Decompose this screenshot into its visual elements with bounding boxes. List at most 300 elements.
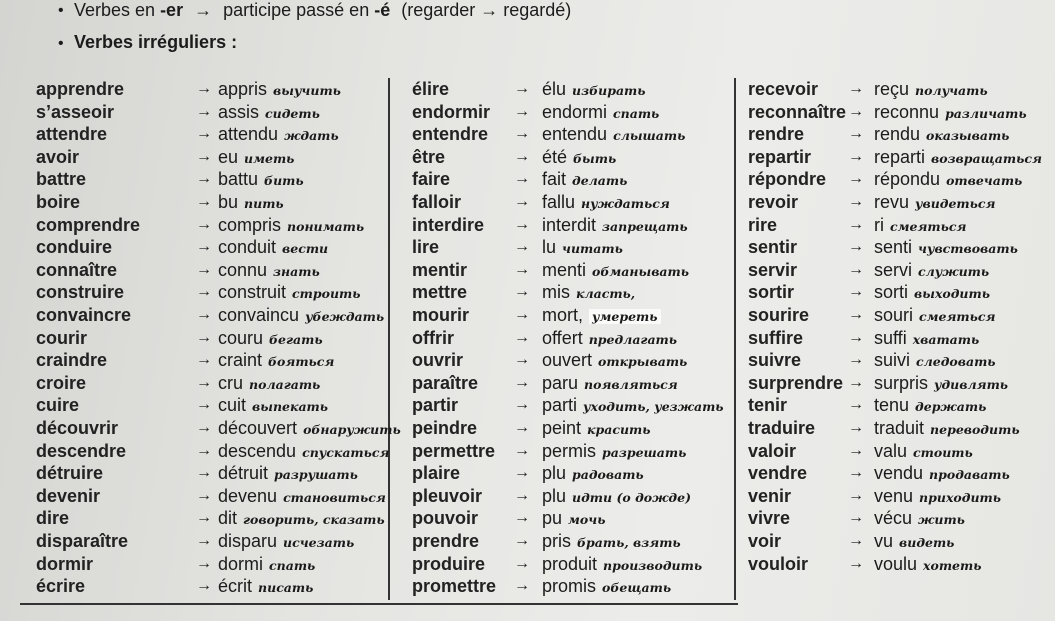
- russian-translation: отвечать: [946, 173, 1023, 189]
- past-participle: [542, 349, 687, 373]
- russian-translation: умереть: [589, 309, 660, 324]
- russian-translation: радовать: [572, 467, 644, 483]
- past-participle: [542, 214, 688, 238]
- verb-row: [36, 417, 401, 439]
- infinitive: vivre: [748, 508, 791, 529]
- russian-translation: выходить: [914, 286, 990, 302]
- infinitive: s’asseoir: [36, 101, 115, 122]
- arrow-icon: →: [514, 102, 530, 120]
- participle-text: suivi: [874, 350, 911, 371]
- russian-translation: быть: [573, 150, 617, 166]
- infinitive: ouvrir: [412, 350, 464, 371]
- arrow-icon: →: [196, 509, 212, 527]
- past-participle: [542, 440, 686, 464]
- participle-text: craint: [218, 350, 263, 371]
- participle-text: plu: [542, 485, 567, 506]
- arrow-icon: →: [194, 0, 213, 20]
- russian-translation: обнаружить: [303, 422, 401, 437]
- verb-row: [36, 507, 385, 529]
- past-participle: [874, 168, 1022, 192]
- russian-translation: вести: [282, 241, 329, 257]
- infinitive: endormir: [412, 101, 491, 122]
- verb-row: [412, 440, 732, 462]
- russian-translation: читать: [562, 241, 623, 257]
- past-participle: [542, 530, 681, 554]
- rule-suffix-e: -é: [374, 0, 391, 20]
- verb-row: [412, 214, 732, 236]
- infinitive: servir: [748, 259, 798, 280]
- infinitive: sortir: [748, 282, 795, 303]
- russian-translation: увидеться: [915, 196, 996, 211]
- verb-row: [412, 236, 732, 258]
- past-participle: [218, 507, 385, 531]
- russian-translation: оказывать: [926, 128, 1010, 144]
- past-participle: [218, 349, 334, 373]
- russian-translation: хватать: [912, 331, 980, 347]
- verb-row: [36, 440, 390, 462]
- verb-row: [748, 417, 1055, 439]
- arrow-icon: →: [848, 215, 864, 233]
- arrow-icon: →: [514, 193, 530, 210]
- infinitive: conduire: [36, 237, 113, 258]
- verb-row: [36, 304, 385, 326]
- verb-row: [36, 78, 356, 100]
- rule-text: participe passé en: [223, 0, 375, 20]
- verb-row: [412, 281, 732, 303]
- infinitive: suivre: [748, 350, 802, 371]
- russian-translation: удивлять: [934, 376, 1009, 392]
- participle-text: fait: [542, 169, 567, 190]
- infinitive: lire: [412, 237, 440, 258]
- verb-row: [748, 214, 1055, 236]
- infinitive: comprendre: [36, 214, 141, 235]
- arrow-icon: →: [196, 215, 212, 233]
- participle-text: dit: [218, 508, 238, 529]
- russian-translation: брать, взять: [577, 535, 681, 550]
- participle-text: voulu: [874, 553, 918, 574]
- bullet-icon: •: [58, 35, 64, 52]
- arrow-icon: →: [514, 306, 530, 323]
- verb-row: [36, 236, 356, 258]
- russian-translation: предлагать: [588, 331, 678, 347]
- past-participle: [218, 440, 389, 464]
- infinitive: avoir: [36, 146, 80, 167]
- participle-text: entendu: [542, 124, 608, 145]
- past-participle: [218, 327, 323, 351]
- infinitive: rire: [748, 214, 778, 235]
- arrow-icon: →: [196, 238, 212, 256]
- russian-translation: писать: [258, 580, 314, 596]
- verb-row: [748, 327, 1055, 349]
- arrow-icon: →: [514, 486, 530, 504]
- past-participle: [542, 259, 689, 283]
- participle-text: bu: [218, 192, 239, 212]
- past-participle: [218, 78, 341, 102]
- participle-text: connu: [218, 259, 268, 280]
- russian-translation: смеяться: [890, 218, 967, 234]
- infinitive: tenir: [748, 395, 788, 416]
- verb-row: [412, 259, 732, 281]
- infinitive: recevoir: [748, 79, 819, 99]
- past-participle: [874, 123, 1009, 147]
- arrow-icon: →: [196, 328, 212, 346]
- arrow-icon: →: [196, 170, 212, 188]
- participle-text: assis: [218, 101, 260, 122]
- russian-translation: иметь: [244, 150, 295, 166]
- arrow-icon: →: [514, 373, 530, 391]
- infinitive: surprendre: [748, 372, 844, 393]
- past-participle: [542, 575, 671, 599]
- infinitive: devenir: [36, 485, 101, 506]
- arrow-icon: →: [848, 283, 864, 301]
- arrow-icon: →: [514, 260, 530, 278]
- verb-row: [36, 394, 356, 416]
- participle-text: eu: [218, 146, 239, 167]
- past-participle: [542, 101, 659, 125]
- verb-row: [36, 281, 361, 303]
- arrow-icon: →: [514, 328, 530, 346]
- arrow-icon: →: [848, 419, 864, 436]
- arrow-icon: →: [848, 509, 864, 527]
- infinitive: convaincre: [36, 305, 132, 325]
- infinitive: venir: [748, 485, 792, 506]
- infinitive: élire: [412, 79, 450, 99]
- arrow-icon: →: [196, 486, 212, 504]
- russian-translation: переводить: [930, 422, 1020, 437]
- russian-translation: знать: [273, 263, 320, 279]
- verb-row: [748, 281, 1055, 303]
- arrow-icon: →: [514, 464, 530, 482]
- arrow-icon: →: [514, 554, 530, 572]
- past-participle: [218, 485, 386, 509]
- russian-translation: спать: [269, 557, 316, 573]
- verb-row: [412, 417, 732, 439]
- infinitive: cuire: [36, 395, 80, 416]
- arrow-icon: →: [848, 260, 864, 278]
- participle-text: disparu: [218, 531, 278, 551]
- arrow-icon: →: [196, 147, 212, 165]
- arrow-icon: →: [848, 238, 864, 256]
- past-participle: [542, 372, 678, 396]
- past-participle: [542, 485, 691, 509]
- participle-text: construit: [218, 282, 287, 303]
- table-bottom-rule: [20, 603, 738, 605]
- participle-text: écrit: [218, 576, 253, 597]
- russian-translation: запрещать: [602, 218, 688, 234]
- russian-translation: чувствовать: [918, 241, 1018, 257]
- arrow-icon: →: [514, 215, 530, 233]
- verb-row: [36, 327, 356, 349]
- infinitive: construire: [36, 282, 125, 303]
- past-participle: [874, 191, 995, 215]
- arrow-icon: →: [196, 125, 212, 143]
- participle-text: vu: [874, 531, 894, 551]
- russian-translation: делать: [572, 173, 628, 189]
- past-participle: [874, 372, 1008, 396]
- participle-text: tenu: [874, 395, 910, 416]
- participle-text: parti: [542, 395, 578, 416]
- infinitive: mentir: [412, 259, 468, 280]
- verb-row: [36, 372, 356, 394]
- verb-row: [412, 327, 732, 349]
- arrow-icon: →: [848, 102, 864, 120]
- participle-text: conduit: [218, 237, 277, 258]
- infinitive: rendre: [748, 124, 805, 145]
- past-participle: [218, 575, 313, 599]
- verb-row: [36, 553, 356, 575]
- infinitive: produire: [412, 553, 486, 574]
- verb-row: [748, 304, 1055, 326]
- participle-text: élu: [542, 79, 567, 99]
- infinitive: attendre: [36, 124, 108, 145]
- past-participle: [542, 327, 677, 351]
- past-participle: [542, 78, 646, 102]
- arrow-icon: →: [514, 532, 530, 549]
- verb-row: [412, 349, 732, 371]
- past-participle: [874, 146, 1042, 170]
- verb-row: [36, 123, 356, 145]
- russian-translation: обещать: [602, 580, 672, 596]
- participle-text: produit: [542, 553, 598, 574]
- participle-text: servi: [874, 259, 913, 280]
- russian-translation: видеть: [899, 535, 955, 550]
- participle-text: peint: [542, 418, 582, 438]
- verb-row: [748, 553, 1055, 575]
- past-participle: [542, 236, 623, 260]
- past-participle: [874, 101, 1027, 125]
- arrow-icon: →: [514, 80, 530, 97]
- arrow-icon: →: [848, 464, 864, 482]
- past-participle: [542, 304, 661, 328]
- verb-row: [748, 462, 1055, 484]
- participle-text: appris: [218, 79, 268, 99]
- infinitive: reconnaître: [748, 101, 847, 122]
- russian-translation: получать: [915, 83, 988, 98]
- arrow-icon: →: [196, 464, 212, 482]
- rule-prefix: Verbes en: [74, 0, 161, 20]
- verb-row: [36, 101, 356, 123]
- participle-text: interdit: [542, 214, 597, 235]
- past-participle: [874, 530, 954, 554]
- past-participle: [218, 146, 294, 170]
- russian-translation: спать: [613, 105, 660, 121]
- verb-row: [412, 485, 732, 507]
- past-participle: [542, 462, 644, 486]
- infinitive: courir: [36, 327, 88, 348]
- arrow-icon: →: [514, 577, 530, 595]
- past-participle: [874, 349, 996, 373]
- infinitive: pleuvoir: [412, 485, 483, 506]
- past-participle: [218, 530, 354, 554]
- russian-translation: открывать: [598, 354, 688, 370]
- russian-translation: строить: [292, 286, 361, 302]
- arrow-icon: →: [514, 170, 530, 188]
- verb-row: [36, 146, 356, 168]
- russian-translation: держать: [915, 399, 987, 415]
- participle-text: découvert: [218, 418, 298, 438]
- participle-text: ouvert: [542, 350, 593, 371]
- verb-row: [748, 236, 1055, 258]
- rule-example: (regarder → regardé): [401, 0, 572, 20]
- infinitive: répondre: [748, 169, 827, 190]
- past-participle: [874, 259, 989, 283]
- arrow-icon: →: [514, 351, 530, 369]
- arrow-icon: →: [196, 260, 212, 278]
- verb-row: [748, 191, 1055, 213]
- past-participle: [874, 304, 995, 328]
- arrow-icon: →: [196, 283, 212, 301]
- participle-text: valu: [874, 440, 908, 461]
- russian-translation: выучить: [273, 83, 341, 98]
- infinitive: battre: [36, 169, 87, 190]
- infinitive: pouvoir: [412, 508, 478, 529]
- past-participle: [542, 123, 685, 147]
- participle-text: plu: [542, 463, 567, 484]
- russian-translation: слышать: [613, 128, 686, 144]
- verb-row: [412, 394, 732, 416]
- infinitive: mourir: [412, 305, 470, 325]
- participle-text: sorti: [874, 282, 909, 303]
- infinitive: connaître: [36, 259, 118, 280]
- participle-text: venu: [874, 485, 914, 506]
- participle-text: devenu: [218, 485, 278, 506]
- russian-translation: класть,: [576, 286, 636, 302]
- verb-row: [412, 146, 732, 168]
- participle-text: détruit: [218, 463, 269, 484]
- verb-row: [412, 530, 732, 552]
- infinitive: plaire: [412, 463, 461, 484]
- participle-text: vendu: [874, 463, 924, 484]
- arrow-icon: →: [196, 351, 212, 369]
- verb-row: [412, 575, 732, 597]
- past-participle: [218, 259, 320, 283]
- past-participle: [874, 78, 988, 102]
- verb-row: [412, 462, 732, 484]
- verb-row: [412, 553, 732, 575]
- arrow-icon: →: [848, 125, 864, 143]
- infinitive: interdire: [412, 214, 485, 235]
- russian-translation: исчезать: [283, 535, 355, 550]
- infinitive: revoir: [748, 192, 799, 212]
- past-participle: [874, 236, 1018, 260]
- verb-row: [36, 259, 356, 281]
- russian-translation: разрешать: [602, 444, 687, 460]
- russian-translation: возвращаться: [931, 150, 1042, 166]
- infinitive: permettre: [412, 440, 496, 461]
- infinitive: partir: [412, 395, 459, 416]
- infinitive: boire: [36, 192, 81, 212]
- participle-text: dormi: [218, 553, 264, 574]
- participle-text: lu: [542, 237, 557, 258]
- verb-row: [412, 191, 732, 213]
- infinitive: suffire: [748, 327, 804, 348]
- arrow-icon: →: [196, 306, 212, 323]
- arrow-icon: →: [848, 328, 864, 346]
- arrow-icon: →: [514, 396, 530, 414]
- past-participle: [542, 168, 627, 192]
- past-participle: [874, 485, 1001, 509]
- arrow-icon: →: [514, 125, 530, 143]
- verb-row: [748, 349, 1055, 371]
- verb-row: [748, 123, 1055, 145]
- verb-row: [748, 101, 1055, 123]
- arrow-icon: →: [848, 554, 864, 572]
- russian-translation: красить: [587, 422, 651, 437]
- participle-text: souri: [874, 305, 914, 325]
- past-participle: [874, 214, 966, 238]
- russian-translation: полагать: [249, 376, 321, 392]
- infinitive: prendre: [412, 531, 480, 551]
- verb-row: [412, 304, 732, 326]
- arrow-icon: →: [848, 80, 864, 97]
- russian-translation: служить: [918, 263, 990, 279]
- participle-text: permis: [542, 440, 597, 461]
- arrow-icon: →: [848, 486, 864, 504]
- russian-translation: обманывать: [592, 263, 689, 279]
- past-participle: [542, 281, 635, 305]
- past-participle: [874, 440, 973, 464]
- verb-row: [36, 191, 356, 213]
- participle-text: endormi: [542, 101, 608, 122]
- infinitive: offrir: [412, 327, 454, 348]
- verb-row: [748, 372, 1055, 394]
- arrow-icon: →: [848, 306, 864, 323]
- participle-text: fallu: [542, 192, 576, 212]
- participle-text: paru: [542, 372, 579, 393]
- infinitive: sourire: [748, 305, 810, 325]
- russian-translation: различать: [945, 105, 1027, 121]
- participle-text: attendu: [218, 124, 279, 145]
- infinitive: apprendre: [36, 79, 125, 99]
- infinitive: paraître: [412, 372, 479, 393]
- verb-row: [36, 575, 356, 597]
- participle-text: traduit: [874, 418, 925, 438]
- russian-translation: убеждать: [305, 309, 385, 324]
- arrow-icon: →: [848, 147, 864, 165]
- arrow-icon: →: [196, 577, 212, 595]
- infinitive: découvrir: [36, 418, 119, 438]
- participle-text: convaincu: [218, 305, 300, 325]
- verb-row: [748, 530, 1055, 552]
- past-participle: [218, 101, 320, 125]
- participle-text: senti: [874, 237, 913, 258]
- verb-row: [36, 168, 356, 190]
- past-participle: [218, 168, 304, 192]
- arrow-icon: →: [848, 373, 864, 391]
- russian-translation: бегать: [269, 331, 323, 347]
- past-participle: [874, 553, 981, 577]
- arrow-icon: →: [848, 170, 864, 188]
- arrow-icon: →: [848, 441, 864, 459]
- participle-text: compris: [218, 214, 282, 235]
- infinitive: peindre: [412, 418, 478, 438]
- infinitive: entendre: [412, 124, 489, 145]
- participle-text: cru: [218, 372, 244, 393]
- verb-row: [36, 349, 356, 371]
- participle-text: couru: [218, 327, 264, 348]
- past-participle: [218, 281, 361, 305]
- infinitive: sentir: [748, 237, 798, 258]
- past-participle: [874, 507, 965, 531]
- russian-translation: смеяться: [919, 309, 996, 324]
- arrow-icon: →: [848, 351, 864, 369]
- infinitive: dire: [36, 508, 70, 529]
- bullet-icon: •: [58, 2, 64, 19]
- participle-text: battu: [218, 169, 259, 190]
- past-participle: [542, 146, 616, 170]
- past-participle: [218, 417, 401, 441]
- verb-row: [748, 259, 1055, 281]
